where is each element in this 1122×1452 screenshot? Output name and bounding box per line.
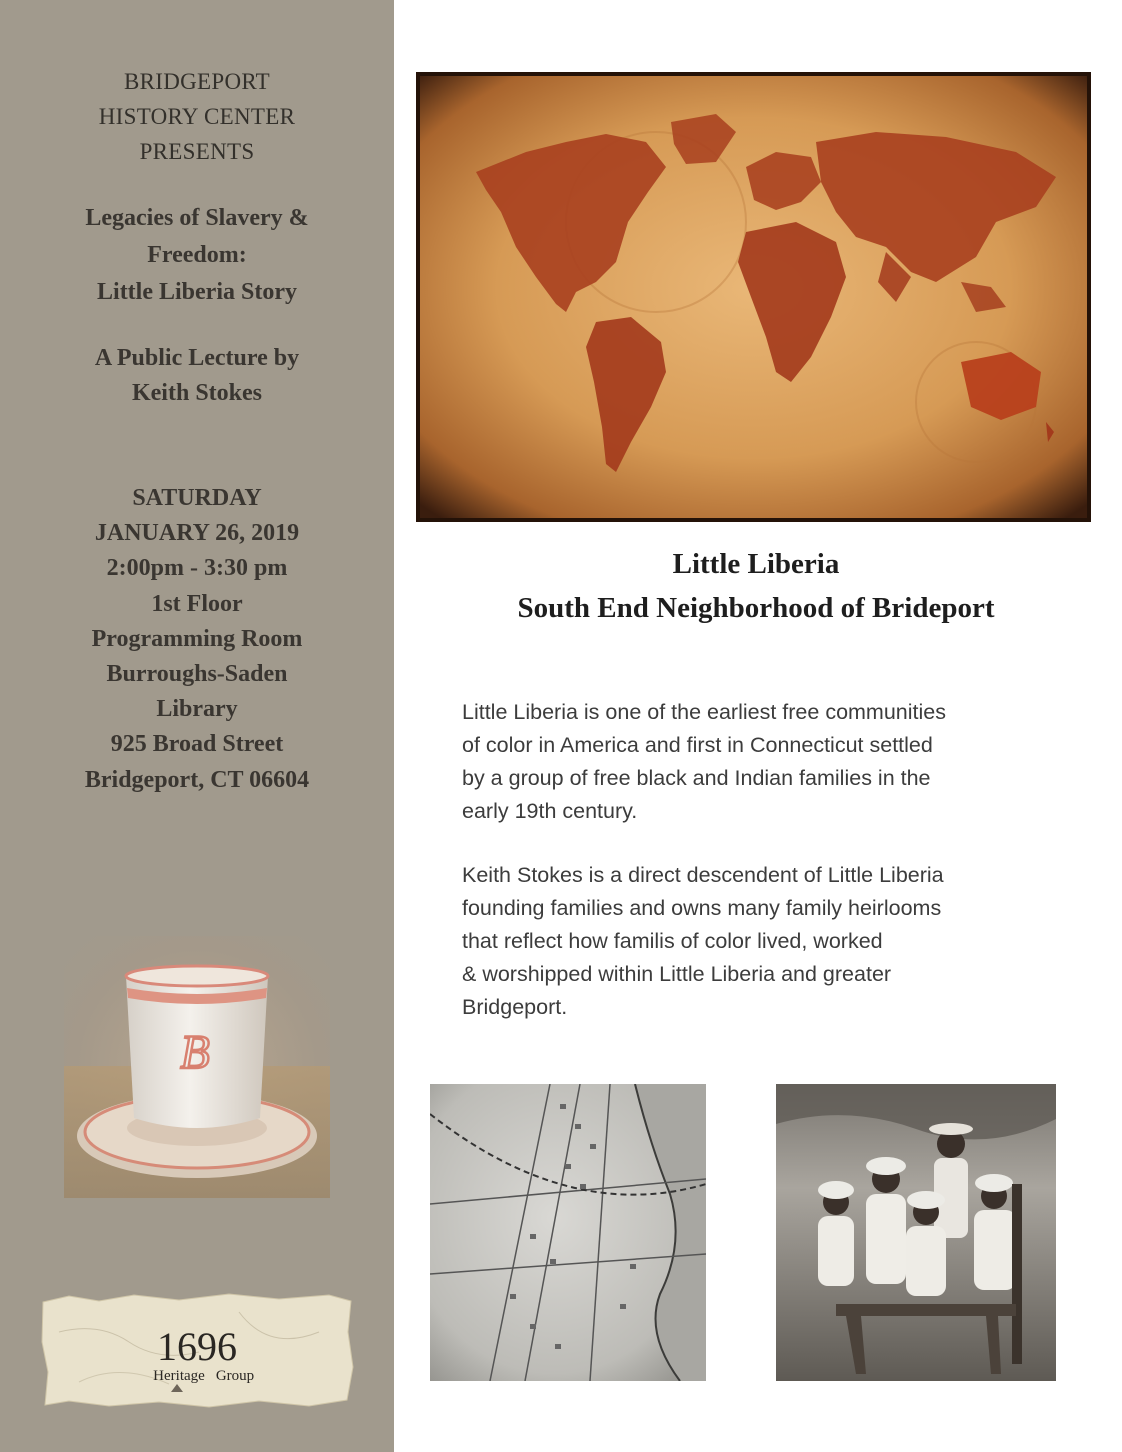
event-date: JANUARY 26, 2019 (94, 520, 300, 547)
svg-text:Group: Group (215, 1368, 255, 1384)
paragraph-line: early 19th century. (462, 799, 638, 823)
sidebar (0, 0, 394, 1452)
paragraph-line: of color in America and first in Connecticut settled (462, 733, 933, 757)
lecture-title-line: Legacies of Slavery & (85, 205, 309, 231)
historic-map-image (430, 1084, 706, 1381)
event-street: 925 Broad Street (110, 731, 284, 758)
svg-text:1696: 1696 (157, 1324, 237, 1369)
presenter-line: HISTORY CENTER (98, 104, 296, 129)
family-photo-image (776, 1084, 1056, 1381)
teacup-image (64, 936, 330, 1198)
event-time: 2:00pm - 3:30 pm (106, 555, 288, 582)
paragraph-line: Bridgeport. (462, 995, 568, 1019)
svg-text:B: B (180, 1026, 210, 1079)
paragraph-line: by a group of free black and Indian families in the (462, 766, 931, 790)
paragraph-line: & worshipped within Little Liberia and greater (462, 962, 892, 986)
paragraph-history (462, 696, 1062, 828)
event-room: Programming Room (91, 625, 303, 652)
lecture-title-line: Little Liberia Story (97, 279, 297, 305)
event-day: SATURDAY (132, 485, 262, 511)
heritage-group-logo (39, 1292, 355, 1409)
paragraph-line: founding families and owns many family heirlooms (462, 896, 942, 920)
lecture-by-line: A Public Lecture by (94, 345, 300, 371)
event-city: Bridgeport, CT 06604 (84, 766, 310, 793)
svg-text:Heritage: Heritage (153, 1368, 205, 1384)
paragraph-speaker (462, 859, 1062, 1024)
event-venue: Burroughs-Saden (106, 661, 288, 688)
lecture-title (0, 200, 394, 311)
event-details (0, 481, 394, 798)
main-subheading: South End Neighborhood of Brideport (517, 592, 995, 624)
lecture-by (0, 341, 394, 411)
presenter-line: PRESENTS (139, 139, 255, 164)
lecture-title-line: Freedom: (147, 242, 247, 268)
event-floor: 1st Floor (151, 590, 243, 617)
paragraph-line: Little Liberia is one of the earliest free communities (462, 700, 946, 724)
lecture-by-line: Keith Stokes (131, 380, 262, 406)
presenter-line: BRIDGEPORT (123, 69, 271, 94)
event-venue-2: Library (156, 696, 238, 723)
paragraph-line: that reflect how familis of color lived, worked (462, 929, 883, 953)
world-map-image (416, 72, 1091, 522)
paragraph-line: Keith Stokes is a direct descendent of Little Liberia (462, 863, 944, 887)
main-heading: Little Liberia (672, 548, 840, 580)
presenter-block (0, 64, 394, 169)
